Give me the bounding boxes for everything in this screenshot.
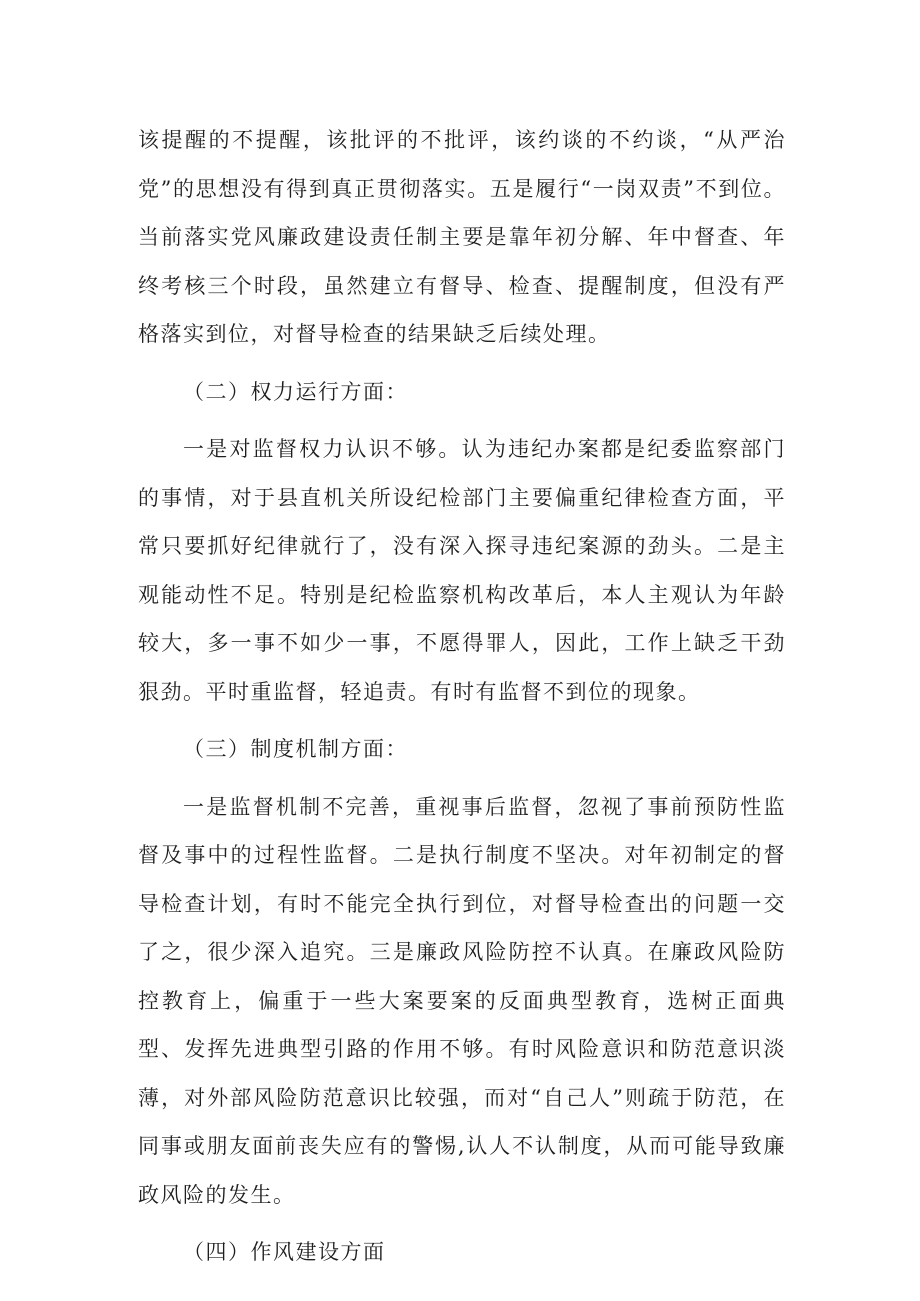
section-heading-power-operation: （二）权力运行方面： bbox=[183, 379, 408, 404]
document-body bbox=[138, 116, 786, 1286]
section-heading-work-style: （四）作风建设方面 bbox=[183, 1240, 386, 1264]
paragraph-accountability-continued: 该提醒的不提醒，该批评的不批评，该约谈的不约谈，“从严治党”的思想没有得到真正贯彻落实。五是履行“一岗双责”不到位。当前落实党风廉政建设责任制主要是靠年初分解、年中督查、年终考核三个时段，虽然建立有督导、检查、提醒制度，但没有严格落实到位，对督导检查的结果缺乏后续处理。 bbox=[138, 128, 786, 346]
paragraph-power-operation: 一是对监督权力认识不够。认为违纪办案都是纪委监察部门的事情，对于县直机关所设纪检部门主要偏重纪律检查方面，平常只要抓好纪律就行了，没有深入探寻违纪案源的劲头。二是主观能动性不足。特别是纪检监察机构改革后，本人主观认为年龄较大，多一事不如少一事，不愿得罪人，因此，工作上缺乏干劲狠劲。平时重监督，轻追责。有时有监督不到位的现象。 bbox=[138, 437, 786, 704]
section-heading-institutional-mechanism: （三）制度机制方面： bbox=[183, 737, 408, 761]
paragraph-institutional-mechanism: 一是监督机制不完善，重视事后监督，忽视了事前预防性监督及事中的过程性监督。二是执行制度不坚决。对年初制定的督导检查计划，有时不能完全执行到位，对督导检查出的问题一交了之，很少深入追究。三是廉政风险防控不认真。在廉政风险防控教育上，偏重于一些大案要案的反面典型教育，选树正面典型、发挥先进典型引路的作用不够。有时风险意识和防范意识淡薄，对外部风险防范意识比较强，而对“自己人”则疏于防范，在同事或朋友面前丧失应有的警惕,认人不认制度，从而可能导致廉政风险的发生。 bbox=[138, 794, 786, 1207]
